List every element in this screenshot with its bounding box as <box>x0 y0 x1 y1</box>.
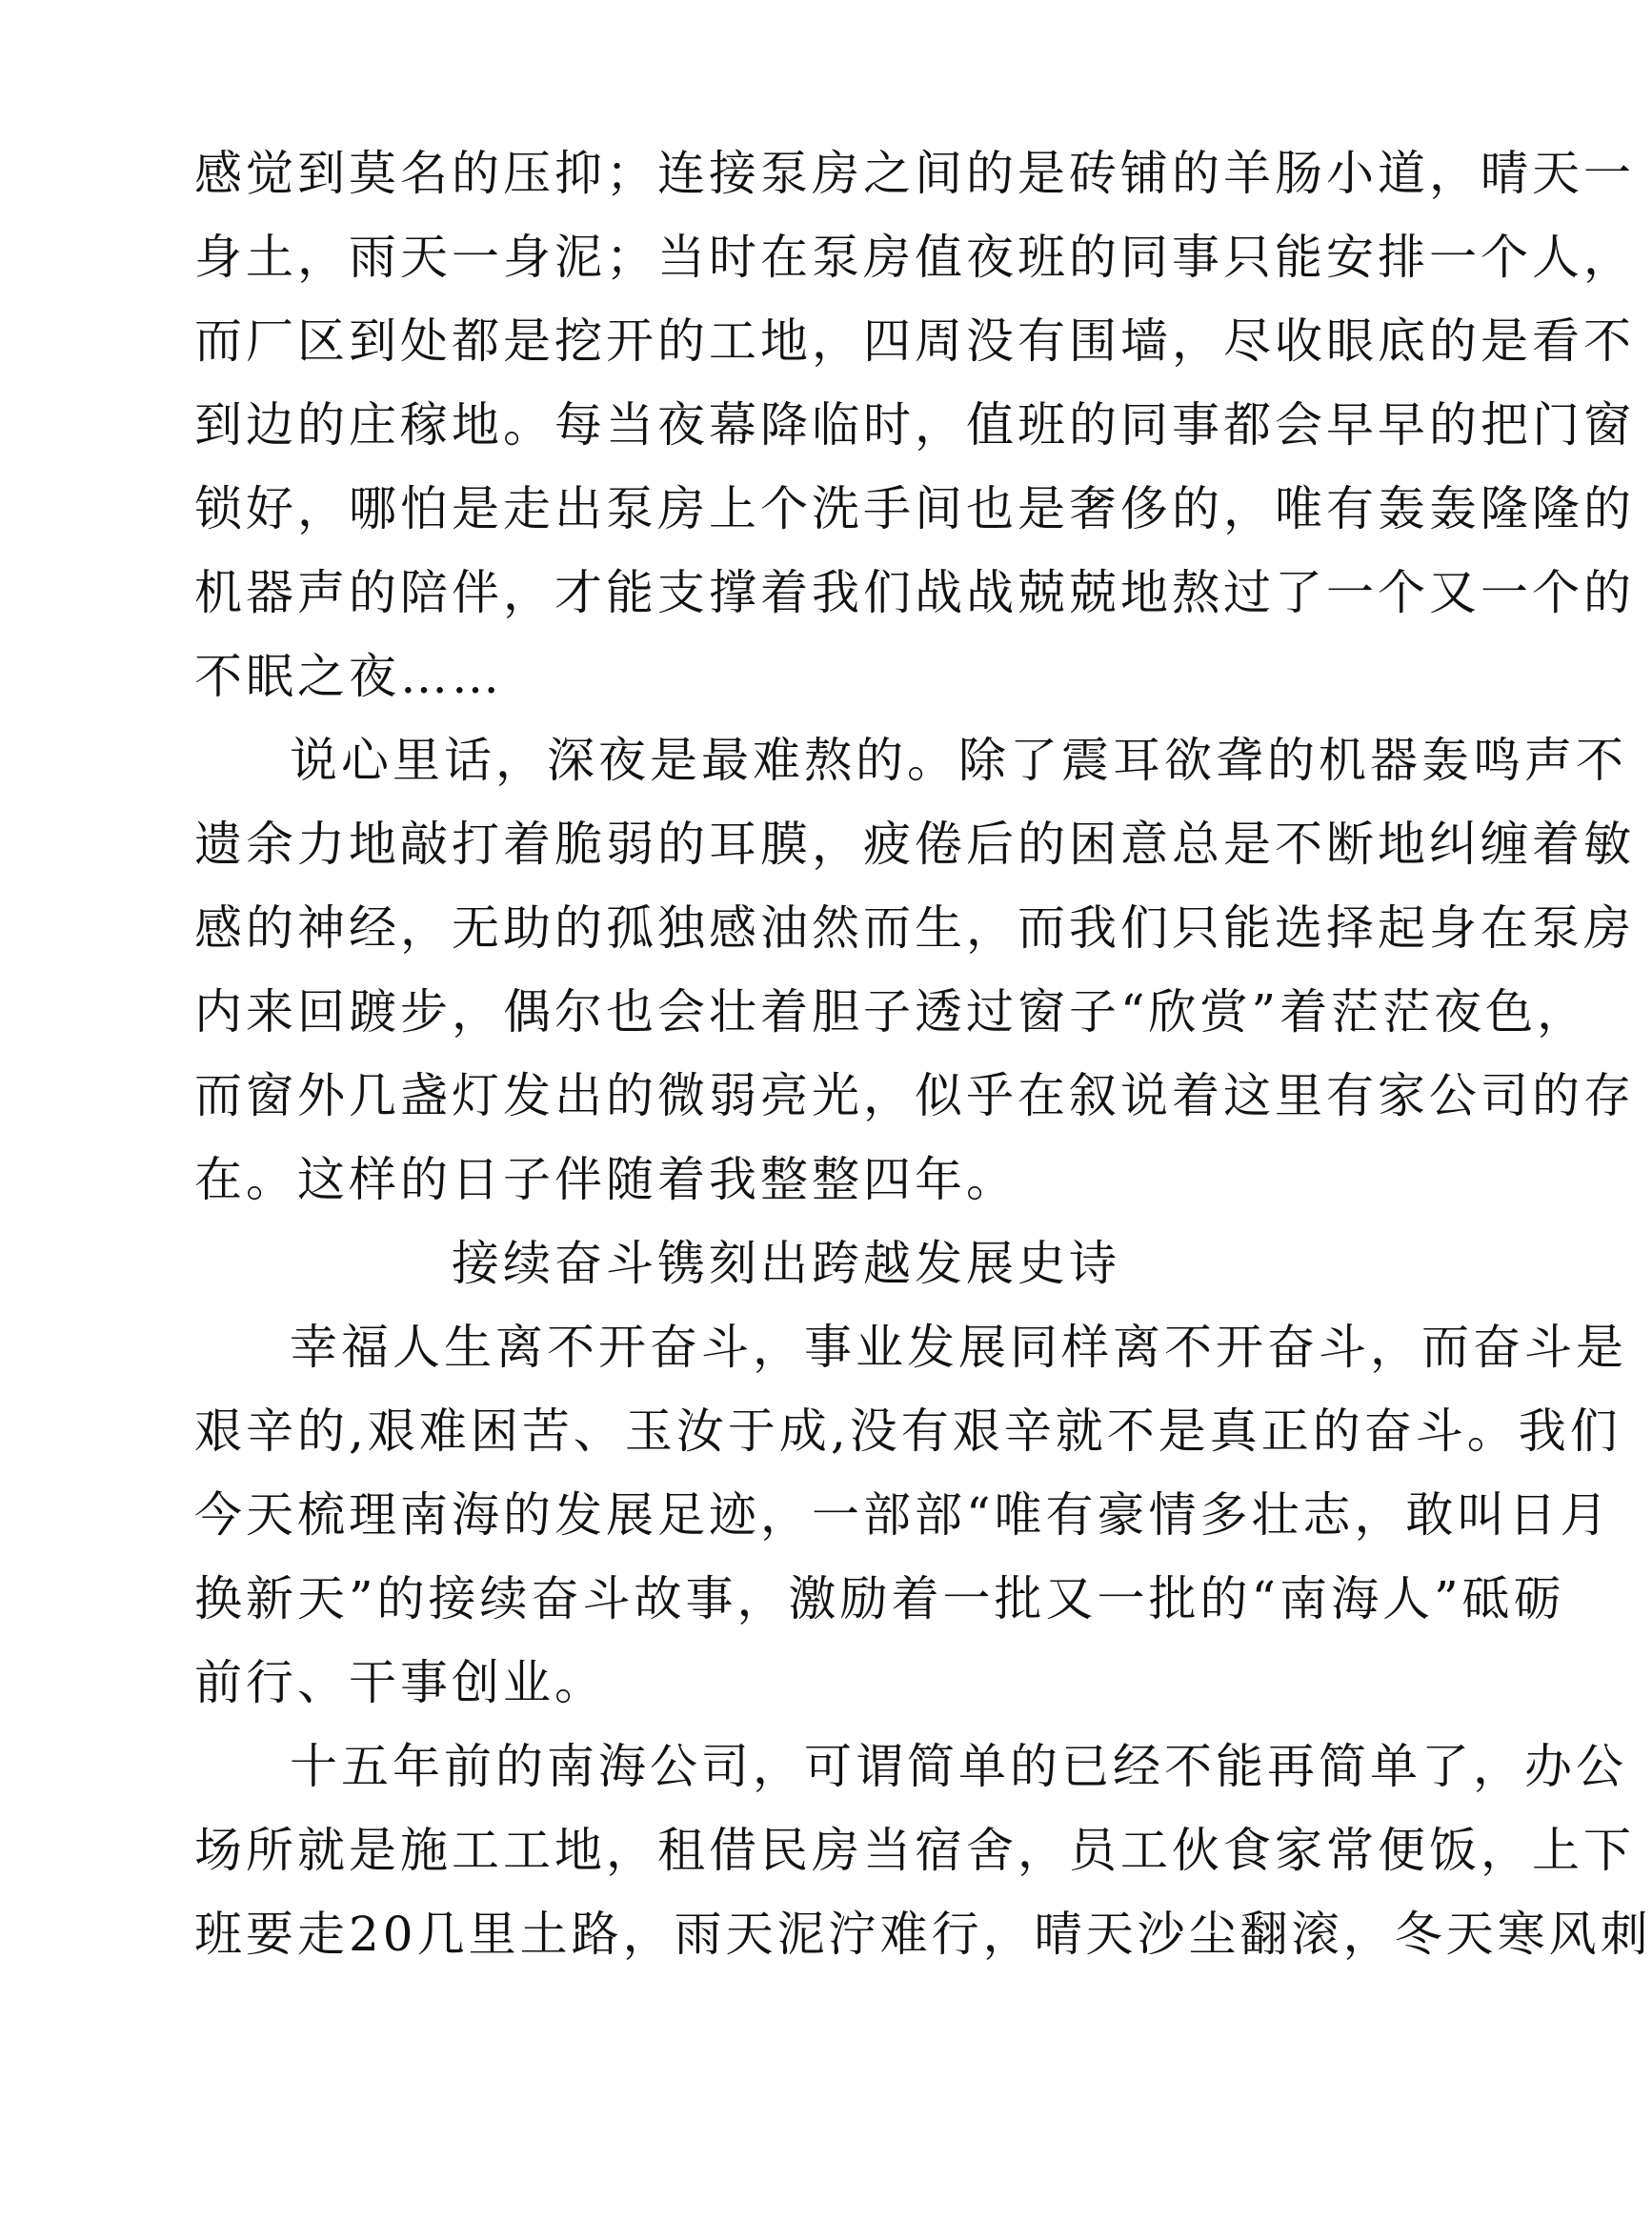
document-body <box>194 131 1652 1976</box>
text-line: 内来回踱步，偶尔也会壮着胆子透过窗子“欣赏”着茫茫夜色， <box>194 984 1589 1040</box>
text-line: 不眠之夜…… <box>194 649 503 704</box>
text-line: 而窗外几盏灯发出的微弱亮光，似乎在叙说着这里有家公司的存 <box>194 1068 1635 1123</box>
text-line: 遗余力地敲打着脆弱的耳膜，疲倦后的困意总是不断地纠缠着敏 <box>194 817 1635 872</box>
paragraph-3 <box>194 1305 1627 1725</box>
text-line: 到边的庄稼地。每当夜幕降临时，值班的同事都会早早的把门窗 <box>194 397 1635 453</box>
text-line: 艰辛的,艰难困苦、玉汝于成,没有艰辛就不是真正的奋斗。我们 <box>194 1403 1622 1459</box>
text-line: 十五年前的南海公司，可谓简单的已经不能再简单了，办公 <box>290 1739 1627 1794</box>
text-line: 今天梳理南海的发展足迹，一部部“唯有豪情多壮志，敢叫日月 <box>194 1487 1612 1543</box>
text-line: 班要走20几里土路，雨天泥泞难行，晴天沙尘翻滚，冬天寒风刺 <box>194 1907 1652 1962</box>
text-line: 在。这样的日子伴随着我整整四年。 <box>194 1152 1017 1207</box>
paragraph-2 <box>194 718 1635 1222</box>
text-line: 感觉到莫名的压抑；连接泵房之间的是砖铺的羊肠小道，晴天一 <box>194 146 1635 201</box>
paragraph-4 <box>194 1725 1652 1976</box>
text-line: 前行、干事创业。 <box>194 1655 606 1710</box>
text-line: 锁好，哪怕是走出泵房上个洗手间也是奢侈的，唯有轰轰隆隆的 <box>194 481 1635 536</box>
text-line: 身土，雨天一身泥；当时在泵房值夜班的同事只能安排一个人， <box>194 230 1635 285</box>
heading-text: 接续奋斗镌刻出跨越发展史诗 <box>452 1236 1120 1291</box>
text-line: 说心里话，深夜是最难熬的。除了震耳欲聋的机器轰鸣声不 <box>290 733 1627 788</box>
text-line: 感的神经，无助的孤独感油然而生，而我们只能选择起身在泵房 <box>194 900 1635 956</box>
text-line: 机器声的陪伴，才能支撑着我们战战兢兢地熬过了一个又一个的 <box>194 565 1635 620</box>
text-line: 幸福人生离不开奋斗，事业发展同样离不开奋斗，而奋斗是 <box>290 1320 1627 1375</box>
section-heading <box>194 1222 1378 1305</box>
text-line: 场所就是施工工地，租借民房当宿舍，员工伙食家常便饭，上下 <box>194 1823 1635 1878</box>
text-line: 而厂区到处都是挖开的工地，四周没有围墙，尽收眼底的是看不 <box>194 313 1635 369</box>
text-line: 换新天”的接续奋斗故事，激励着一批又一批的“南海人”砥砺 <box>194 1571 1565 1626</box>
paragraph-1 <box>194 131 1635 718</box>
